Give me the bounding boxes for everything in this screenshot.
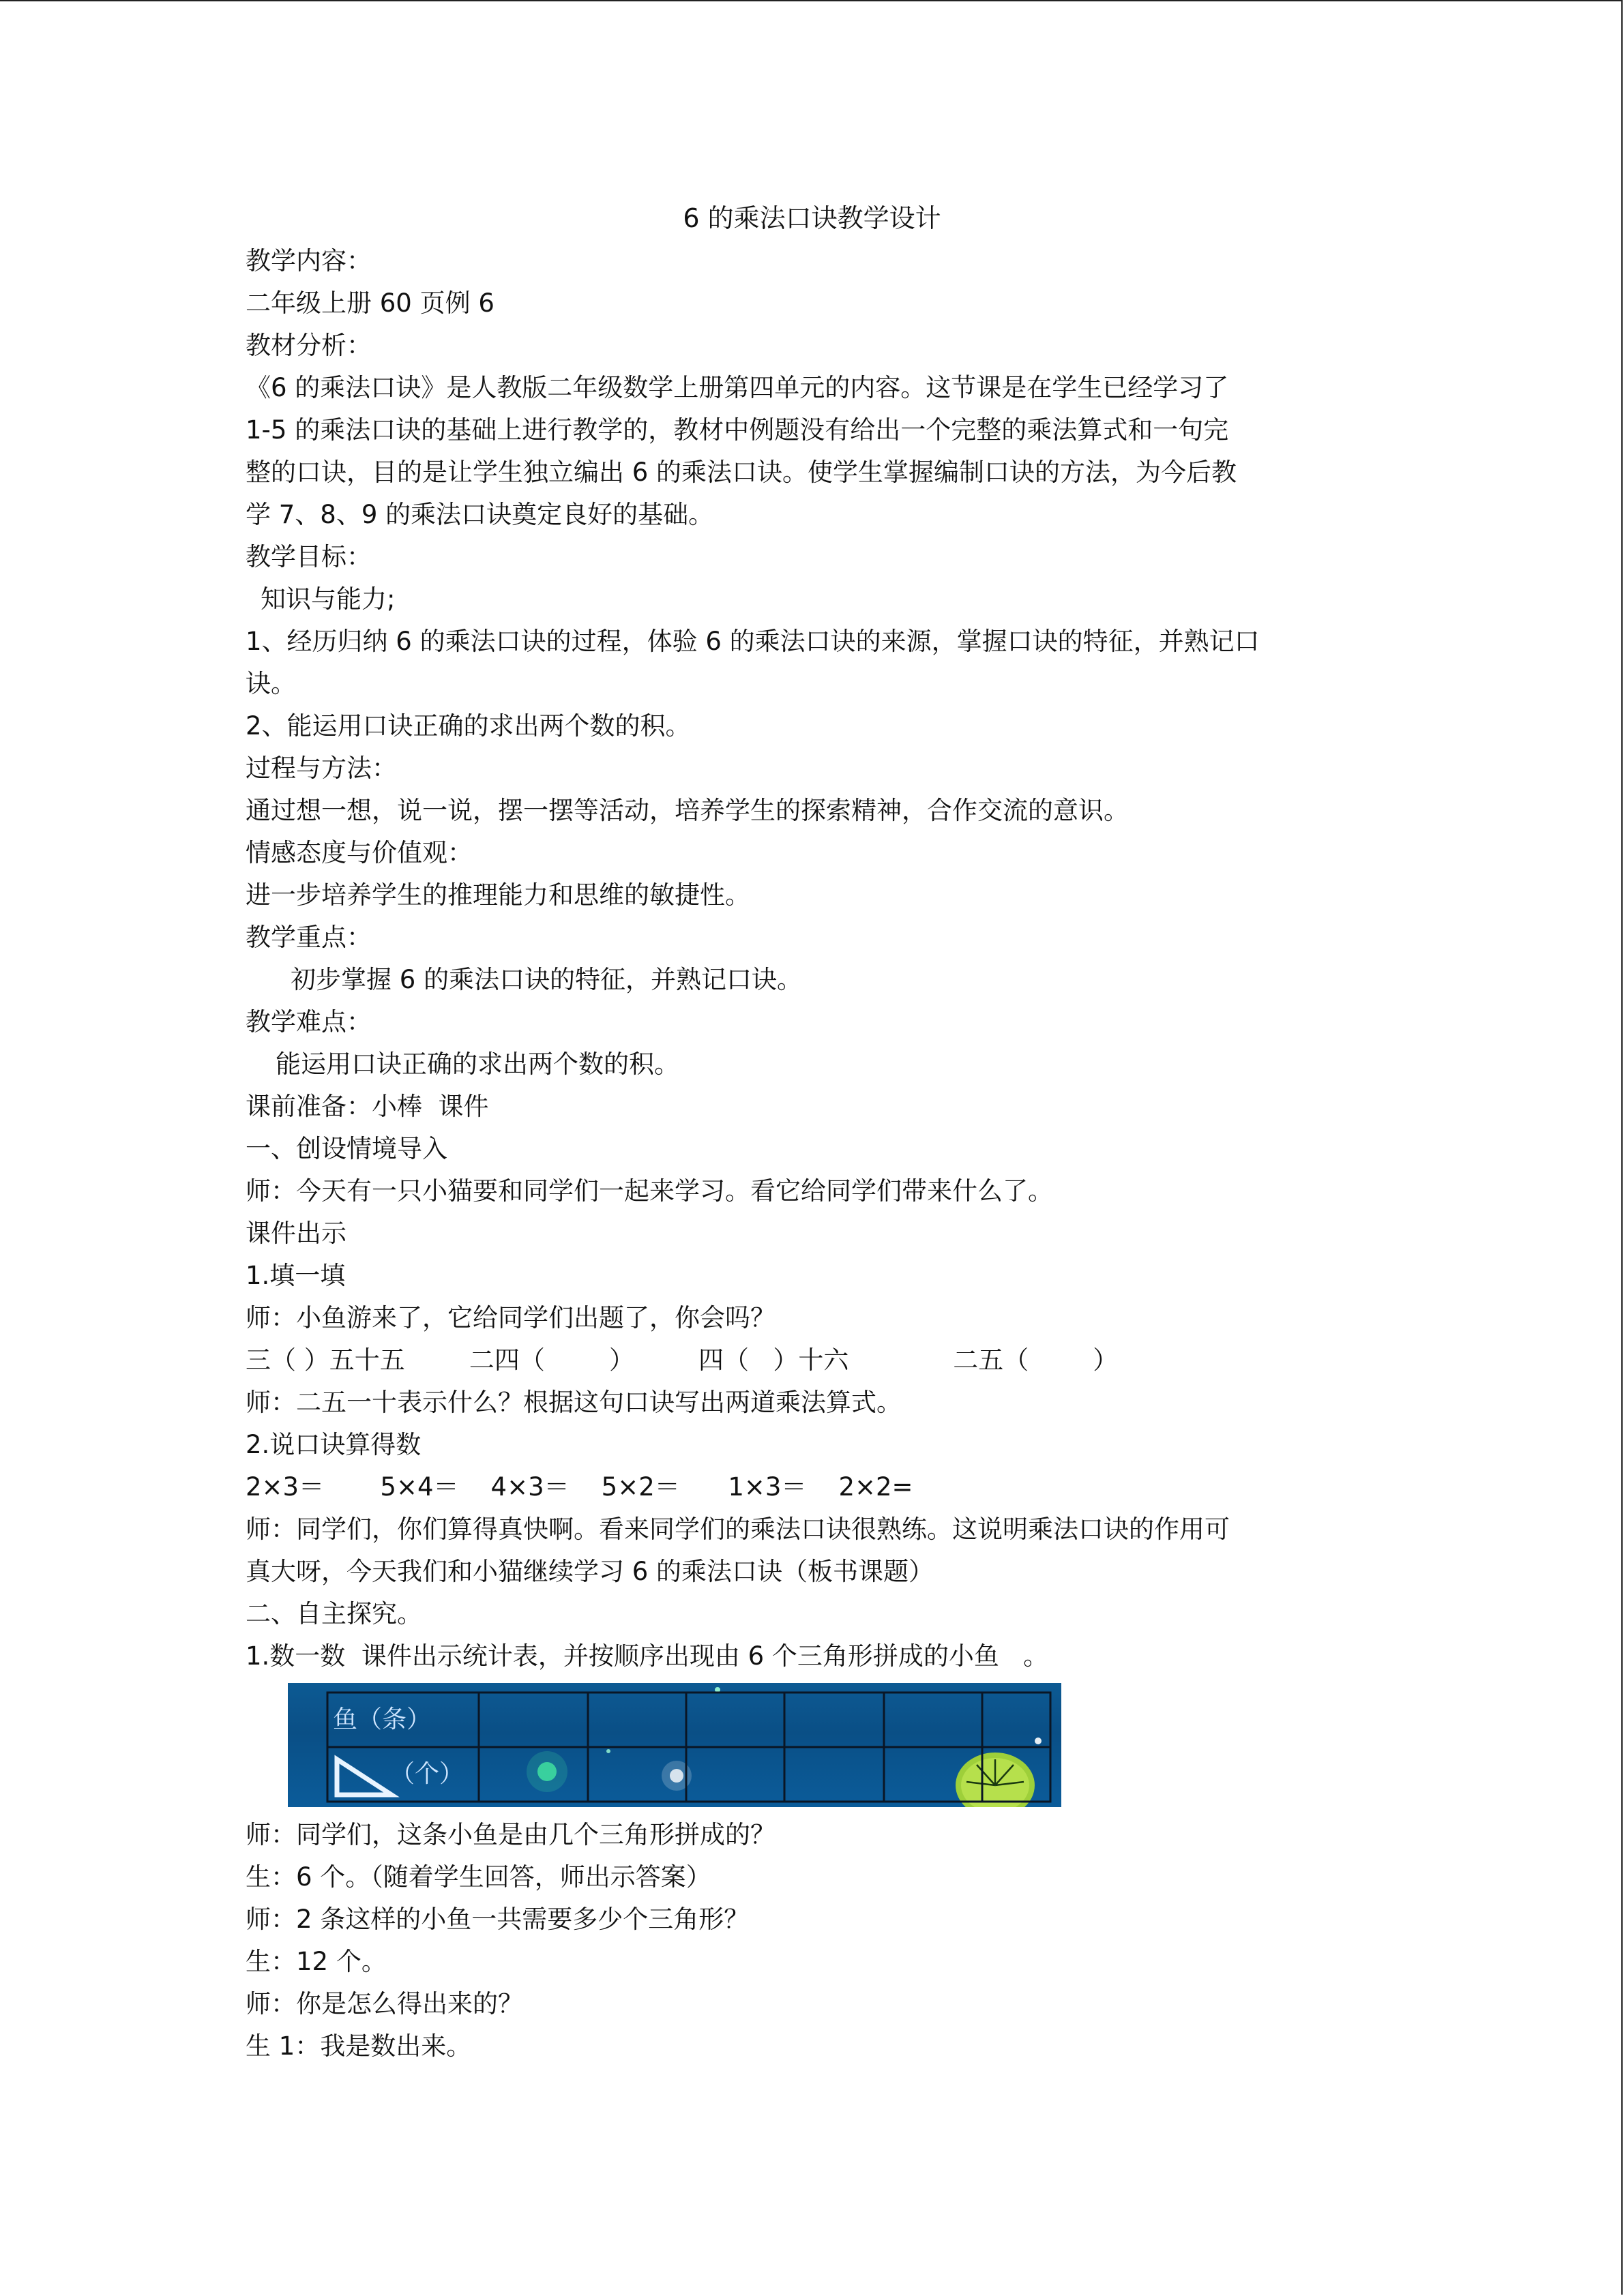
- table-row-label-count: （个）: [390, 1760, 464, 1788]
- triangle-icon: [337, 1759, 392, 1795]
- text-line: 生 1：我是数出来。: [246, 2031, 472, 2061]
- text-line: 1.填一填: [246, 1261, 346, 1290]
- body-section-before-figure: [246, 240, 1391, 1678]
- text-line: 师：同学们，这条小鱼是由几个三角形拼成的？: [246, 1820, 776, 1849]
- text-line: 真大呀，今天我们和小猫继续学习 6 的乘法口诀（板书课题）: [246, 1557, 934, 1586]
- text-line: 二年级上册 60 页例 6: [246, 288, 494, 318]
- stat-table-grid: [288, 1683, 1061, 1807]
- text-line: 师：同学们，你们算得真快啊。看来同学们的乘法口诀很熟练。这说明乘法口诀的作用可: [246, 1515, 1230, 1544]
- text-line: 师：2 条这样的小鱼一共需要多少个三角形？: [246, 1905, 750, 1934]
- text-line: 知识与能力;: [261, 584, 396, 614]
- text-line: 诀。: [246, 669, 296, 698]
- glow-dot: [606, 1749, 610, 1753]
- text-line: 教材分析：: [246, 331, 372, 360]
- text-line: 师：你是怎么得出来的？: [246, 1989, 523, 2018]
- text-line: 初步掌握 6 的乘法口诀的特征，并熟记口诀。: [291, 965, 803, 994]
- text-line: 二、自主探究。: [246, 1599, 422, 1628]
- text-line: 教学目标：: [246, 542, 372, 571]
- text-line: 学 7、8、9 的乘法口诀奠定良好的基础。: [246, 500, 714, 529]
- text-line: 一、创设情境导入: [246, 1134, 447, 1163]
- text-line: 生：12 个。: [246, 1947, 387, 1976]
- text-line: 《6 的乘法口诀》是人教版二年级数学上册第四单元的内容。这节课是在学生已经学习了: [246, 373, 1229, 402]
- lily-pad-icon: [956, 1753, 1035, 1807]
- figure-wrapper: [246, 1678, 1391, 1814]
- text-line: 1.数一数 课件出示统计表，并按顺序出现由 6 个三角形拼成的小鱼 。: [246, 1641, 1049, 1671]
- text-line: 师：今天有一只小猫要和同学们一起来学习。看它给同学们带来什么了。: [246, 1176, 1053, 1206]
- document-title: 6 的乘法口诀教学设计: [683, 203, 941, 233]
- body-section-after-figure: [246, 1814, 1391, 2068]
- text-line: 生：6 个。（随着学生回答，师出示答案）: [246, 1862, 711, 1892]
- text-line: 教学重点：: [246, 923, 372, 952]
- text-line: 2.说口诀算得数: [246, 1430, 422, 1459]
- text-line: 1、经历归纳 6 的乘法口诀的过程，体验 6 的乘法口诀的来源，掌握口诀的特征，并熟记口: [246, 627, 1260, 656]
- text-line: 三（ ）五十五 二四（ ） 四（ ）十六 二五（ ）: [246, 1345, 1119, 1375]
- glow-dot: [1035, 1738, 1042, 1744]
- text-line: 通过想一想，说一说，摆一摆等活动，培养学生的探索精神，合作交流的意识。: [246, 796, 1129, 825]
- text-line: 课前准备：小棒 课件: [246, 1092, 489, 1121]
- text-line: 课件出示: [246, 1219, 346, 1248]
- text-line: 过程与方法：: [246, 754, 397, 783]
- text-line: 整的口诀，目的是让学生独立编出 6 的乘法口诀。使学生掌握编制口诀的方法，为今后教: [246, 458, 1237, 487]
- table-row-label-fish: 鱼（条）: [333, 1705, 432, 1733]
- text-line: 情感态度与价值观：: [246, 838, 473, 867]
- text-line: 2×3＝ 5×4＝ 4×3＝ 5×2＝ 1×3＝ 2×2=: [246, 1472, 913, 1502]
- document-body: [246, 240, 1391, 2068]
- text-line: 师：二五一十表示什么？根据这句口诀写出两道乘法算式。: [246, 1388, 902, 1417]
- text-line: 教学内容：: [246, 246, 372, 275]
- glow-dot-halo: [527, 1751, 567, 1792]
- stat-table-figure: [288, 1683, 1061, 1807]
- text-line: 进一步培养学生的推理能力和思维的敏捷性。: [246, 880, 750, 910]
- text-line: 2、能运用口诀正确的求出两个数的积。: [246, 711, 691, 741]
- text-line: 能运用口诀正确的求出两个数的积。: [276, 1049, 679, 1079]
- text-line: 1-5 的乘法口诀的基础上进行教学的，教材中例题没有给出一个完整的乘法算式和一句完: [246, 415, 1229, 445]
- text-line: 教学难点：: [246, 1007, 372, 1037]
- text-line: 师：小鱼游来了，它给同学们出题了，你会吗？: [246, 1303, 776, 1332]
